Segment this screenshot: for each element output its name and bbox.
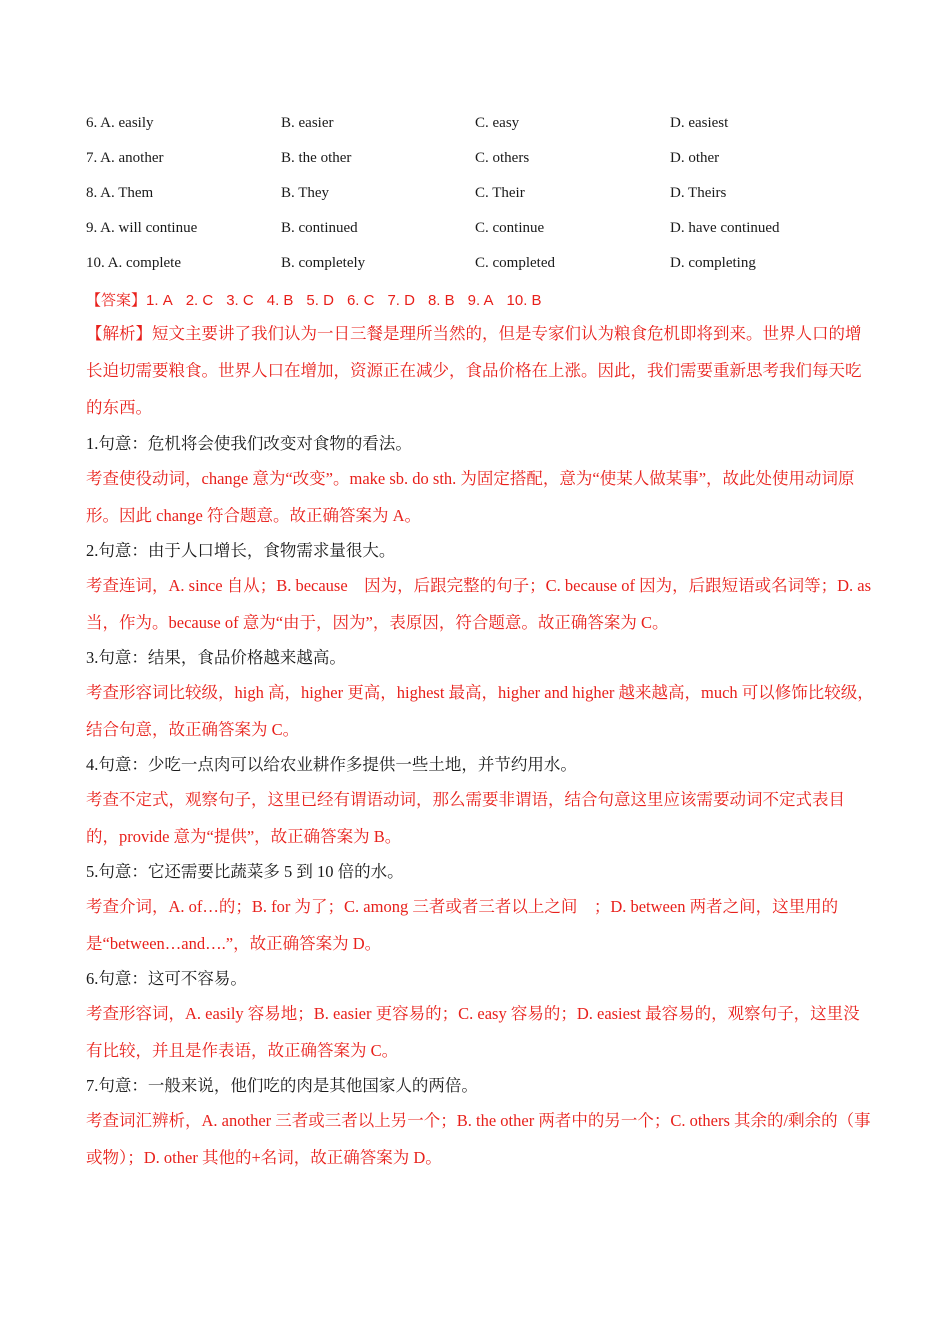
item-explanation: 考查使役动词，change 意为“改变”。make sb. do sth. 为固定搭配，意为“使某人做某事”，故此处使用动词原形。因此 change 符合题意。故正确答案为 A。	[86, 469, 855, 525]
option-row-9	[86, 220, 876, 244]
answer-item: 1. A	[146, 292, 173, 309]
option-row-8	[86, 185, 876, 209]
option-b: B. the other	[281, 150, 352, 166]
option-d: D. other	[670, 150, 720, 166]
option-a: 10. A. complete	[86, 255, 181, 271]
option-b: B. They	[281, 185, 330, 201]
option-c: C. continue	[475, 220, 545, 236]
answer-item: 4. B	[266, 292, 294, 309]
answer-item: 2. C	[185, 292, 214, 309]
item-sentence: 4.句意：少吃一点肉可以给农业耕作多提供一些土地，并节约用水。	[86, 755, 577, 774]
option-a: 6. A. easily	[86, 115, 154, 131]
answer-item: 5. D	[306, 292, 334, 309]
answer-item: 6. C	[346, 292, 375, 309]
option-a: 7. A. another	[86, 150, 164, 166]
option-c: C. completed	[475, 255, 555, 271]
item-explanation: 考查连词，A. since 自从；B. because 因为，后跟完整的句子；C. because of 因为，后跟短语或名词等；D. as 当，作为。because of 意为“由于，因为”，表原因，符合题意。故正确答案为 C。	[86, 576, 872, 632]
analysis-label: 【解析】	[86, 324, 152, 343]
item-explanation: 考查形容词，A. easily 容易地；B. easier 更容易的；C. easy 容易的；D. easiest 最容易的，观察句子，这里没有比较，并且是作表语，故正确答案为 C。	[86, 1004, 860, 1060]
option-a: 9. A. will continue	[86, 220, 198, 236]
option-row-10	[86, 255, 876, 279]
option-c: C. easy	[475, 115, 520, 131]
item-explanation: 考查词汇辨析，A. another 三者或三者以上另一个；B. the other 两者中的另一个；C. others 其余的/剩余的（事或物）；D. other 其他的+名词，故正确答案为 D。	[86, 1111, 871, 1167]
option-d: D. Theirs	[670, 185, 727, 201]
item-sentence: 7.句意：一般来说，他们吃的肉是其他国家人的两倍。	[86, 1076, 478, 1095]
item-sentence: 3.句意：结果，食品价格越来越高。	[86, 648, 346, 667]
option-d: D. easiest	[670, 115, 729, 131]
answer-key	[86, 289, 555, 310]
option-d: D. have continued	[670, 220, 780, 236]
answer-item: 3. C	[226, 292, 254, 309]
option-c: C. others	[475, 150, 530, 166]
option-b: B. continued	[281, 220, 358, 236]
item-explanation: 考查形容词比较级，high 高，higher 更高，highest 最高，higher and higher 越来越高，much 可以修饰比较级，结合句意，故正确答案为 C。	[86, 683, 874, 739]
answer-item: 8. B	[427, 292, 455, 309]
analysis-paragraph	[86, 315, 876, 426]
option-b: B. completely	[281, 255, 366, 271]
option-c: C. Their	[475, 185, 525, 201]
answer-item: 10. B	[506, 292, 542, 309]
item-explanation: 考查介词，A. of…的；B. for 为了；C. among 三者或者三者以上之间 ；D. between 两者之间，这里用的是“between…and….”，故正确答案为 D。	[86, 897, 839, 953]
item-sentence: 6.句意：这可不容易。	[86, 969, 247, 988]
item-sentence: 1.句意：危机将会使我们改变对食物的看法。	[86, 434, 412, 453]
option-d: D. completing	[670, 255, 756, 271]
option-a: 8. A. Them	[86, 185, 154, 201]
item-sentence: 5.句意：它还需要比蔬菜多 5 到 10 倍的水。	[86, 862, 404, 881]
answer-label: 【答案】	[86, 292, 147, 309]
analysis-text: 短文主要讲了我们认为一日三餐是理所当然的，但是专家们认为粮食危机即将到来。世界人口的增长迫切需要粮食。世界人口在增加，资源正在减少，食品价格在上涨。因此，我们需要重新思考我们每天吃的东西。	[86, 324, 862, 417]
item-sentence: 2.句意：由于人口增长，食物需求量很大。	[86, 541, 396, 560]
option-b: B. easier	[281, 115, 334, 131]
answer-item: 9. A	[467, 292, 494, 309]
item-explanation: 考查不定式，观察句子，这里已经有谓语动词，那么需要非谓语，结合句意这里应该需要动词不定式表目的，provide 意为“提供”，故正确答案为 B。	[86, 790, 845, 846]
answer-item: 7. D	[387, 292, 415, 309]
option-row-7	[86, 150, 876, 174]
option-row-6	[86, 115, 876, 139]
